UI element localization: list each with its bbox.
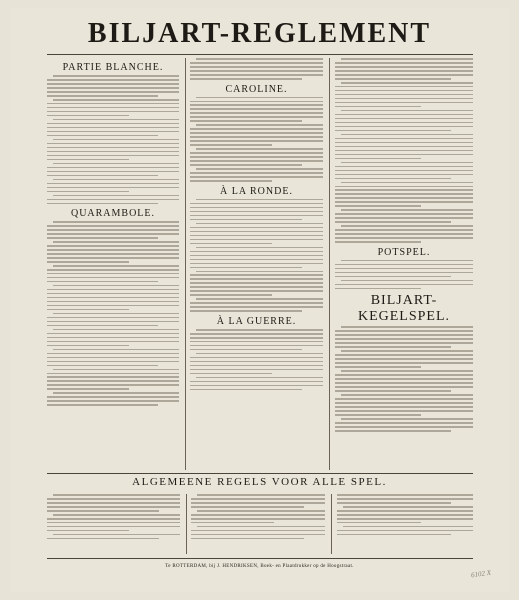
text-block [335, 260, 473, 289]
section-heading-caroline: CAROLINE. [225, 83, 288, 95]
document-title: BILJART-REGLEMENT [87, 18, 432, 49]
general-column-right [337, 494, 473, 554]
printer-imprint: Te ROTTERDAM, bij J. HENDRIKSEN, Boek- en Plaatdrukker op de Hoogstraat. [165, 564, 354, 569]
column-divider [185, 58, 186, 470]
general-rules-heading: ALGEMEENE REGELS VOOR ALLE SPEL. [132, 476, 387, 488]
text-block [335, 58, 473, 243]
section-heading-partie-blanche: PARTIE BLANCHE. [62, 62, 164, 73]
general-column-middle [191, 494, 325, 554]
section-heading-quarambole: QUARAMBOLE. [70, 208, 156, 220]
text-block [190, 97, 323, 182]
text-block [190, 58, 323, 80]
text-block [190, 199, 323, 312]
footer-divider [47, 558, 473, 559]
inventory-mark: 6102 X [470, 568, 492, 580]
section-divider [47, 473, 473, 474]
column-middle [190, 58, 323, 470]
section-heading-potspel: POTSPEL. [377, 246, 431, 258]
general-column-left [47, 494, 180, 554]
text-block [335, 326, 473, 431]
text-block [47, 75, 179, 204]
column-divider [331, 494, 332, 554]
section-heading-a-la-guerre: À LA GUERRE. [216, 315, 297, 327]
column-divider [186, 494, 187, 554]
section-heading-a-la-ronde: À LA RONDE. [220, 185, 293, 197]
title-divider [47, 54, 473, 55]
column-left [47, 58, 179, 470]
text-block [47, 221, 179, 406]
text-block [190, 329, 323, 390]
column-divider [329, 58, 330, 470]
section-heading-biljart-kegelspel: BILJART-KEGELSPEL. [357, 293, 451, 325]
column-right [335, 58, 473, 470]
broadsheet [10, 8, 509, 592]
